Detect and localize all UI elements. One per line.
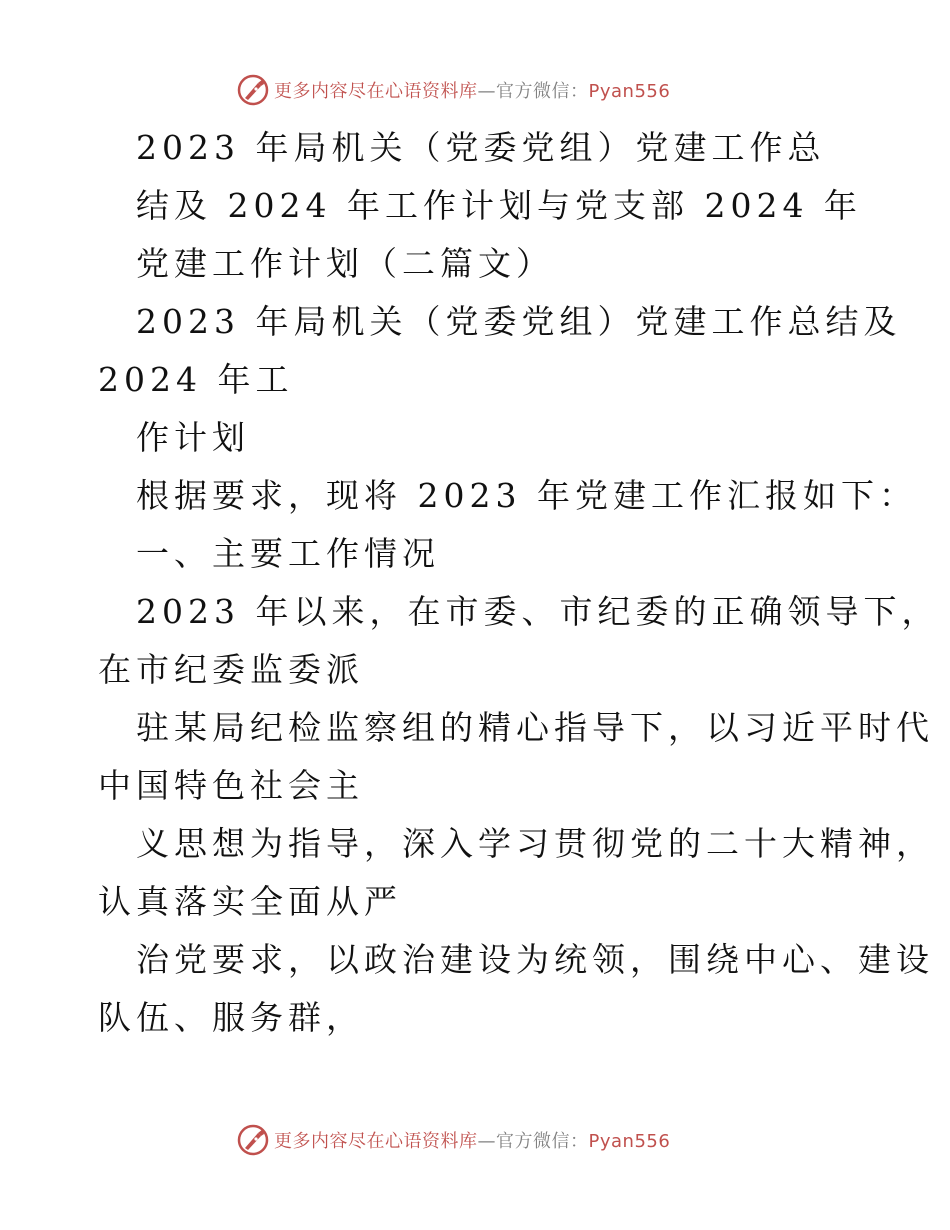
banner-dash: — (477, 1131, 496, 1152)
pen-nib-logo-icon (236, 1123, 270, 1157)
doc-paragraph-line: 根据要求，现将 2023 年党建工作汇报如下： (136, 476, 917, 515)
footer-banner (236, 1122, 670, 1158)
banner-wechat-id: Pyan556 (588, 81, 671, 102)
doc-paragraph-line: 2023 年以来，在市委、市纪委的正确领导下， (136, 592, 940, 631)
doc-section-heading: 一、主要工作情况 (136, 534, 440, 573)
doc-paragraph-line: 队伍、服务群， (98, 998, 364, 1037)
doc-paragraph-line: 中国特色社会主 (98, 766, 364, 805)
doc-paragraph-line: 驻某局纪检监察组的精心指导下，以习近平时代 (136, 708, 934, 747)
banner-wechat-label: 官方微信： (496, 81, 589, 102)
banner-title: 更多内容尽在心语资料库 (274, 1131, 478, 1152)
doc-title-line-1: 2023 年局机关（党委党组）党建工作总 (136, 128, 826, 167)
banner-text (274, 1127, 670, 1153)
doc-subtitle-line-1: 2023 年局机关（党委党组）党建工作总结及 (136, 302, 902, 341)
doc-paragraph-line: 在市纪委监委派 (98, 650, 364, 689)
banner-dash: — (477, 81, 496, 102)
doc-title-line-2: 结及 2024 年工作计划与党支部 2024 年 (136, 186, 862, 225)
doc-subtitle-line-2: 2024 年工 (98, 360, 294, 399)
doc-paragraph-line: 治党要求，以政治建设为统领，围绕中心、建设 (136, 940, 934, 979)
banner-wechat-id: Pyan556 (588, 1131, 671, 1152)
header-banner (236, 72, 670, 108)
doc-paragraph-line: 义思想为指导，深入学习贯彻党的二十大精神， (136, 824, 934, 863)
banner-wechat-label: 官方微信： (496, 1131, 589, 1152)
banner-text (274, 77, 670, 103)
pen-nib-logo-icon (236, 73, 270, 107)
doc-paragraph-line: 认真落实全面从严 (98, 882, 402, 921)
doc-title-line-3: 党建工作计划（二篇文） (136, 244, 554, 283)
doc-subtitle-line-3: 作计划 (136, 418, 250, 457)
banner-title: 更多内容尽在心语资料库 (274, 81, 478, 102)
